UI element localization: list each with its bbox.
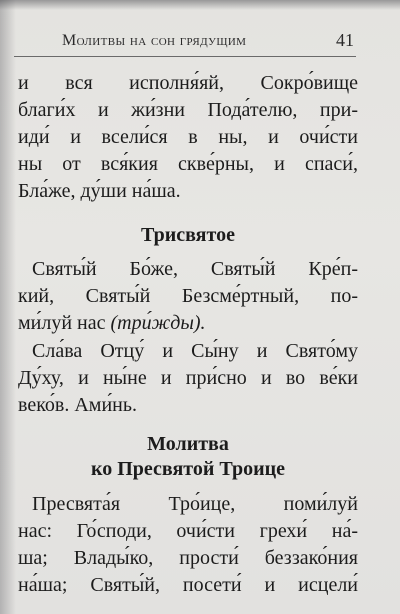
running-header	[62, 30, 354, 52]
text-line: и вся исполня́яй, Сокро́вище	[18, 72, 358, 94]
text-line-with-note	[18, 311, 358, 335]
text-fragment: ми́луй нас	[18, 312, 106, 334]
text-line: кий, Святы́й Безсме́ртный, по-	[18, 285, 358, 307]
section-heading-prayer-line2: ко Пресвятой Троице	[90, 458, 285, 480]
text-line: иди́ и всели́ся в ны, и очи́сти	[18, 126, 358, 148]
text-line: Пресвята́я Тро́ице, поми́луй	[32, 493, 358, 515]
text-line: ны от вся́кия скве́рны, и спаси́,	[18, 153, 358, 175]
page-gutter-shadow	[0, 0, 16, 614]
text-line: ша; Влады́ко, прости́ беззако́ния	[18, 547, 358, 569]
text-line: веко́в. Ами́нь.	[18, 394, 137, 416]
rubric-note: (три́жды).	[110, 312, 206, 334]
text-line: на́ша; Святы́й, посети́ и исцели́	[18, 574, 358, 596]
page-number: 41	[336, 30, 354, 50]
text-line: Святы́й Бо́же, Святы́й Кре́п-	[32, 258, 358, 280]
text-line: Сла́ва Отцу́ и Сы́ну и Свято́му	[32, 340, 358, 362]
text-line: Бла́же, ду́ши на́ша.	[18, 180, 181, 202]
section-heading-trisagion: Трисвятое	[141, 224, 235, 246]
page-top-shadow	[0, 0, 400, 10]
running-header-title: Молитвы на сон грядущим	[62, 32, 247, 49]
text-line: благи́х и жи́зни Пода́телю, при-	[18, 99, 358, 121]
header-rule	[14, 56, 356, 57]
text-line: Ду́ху, и ны́не и при́сно и во ве́ки	[18, 367, 358, 389]
section-heading-prayer-line1: Молитва	[147, 433, 229, 455]
text-line: нас: Го́споди, очи́сти грехи́ на́-	[18, 520, 358, 542]
